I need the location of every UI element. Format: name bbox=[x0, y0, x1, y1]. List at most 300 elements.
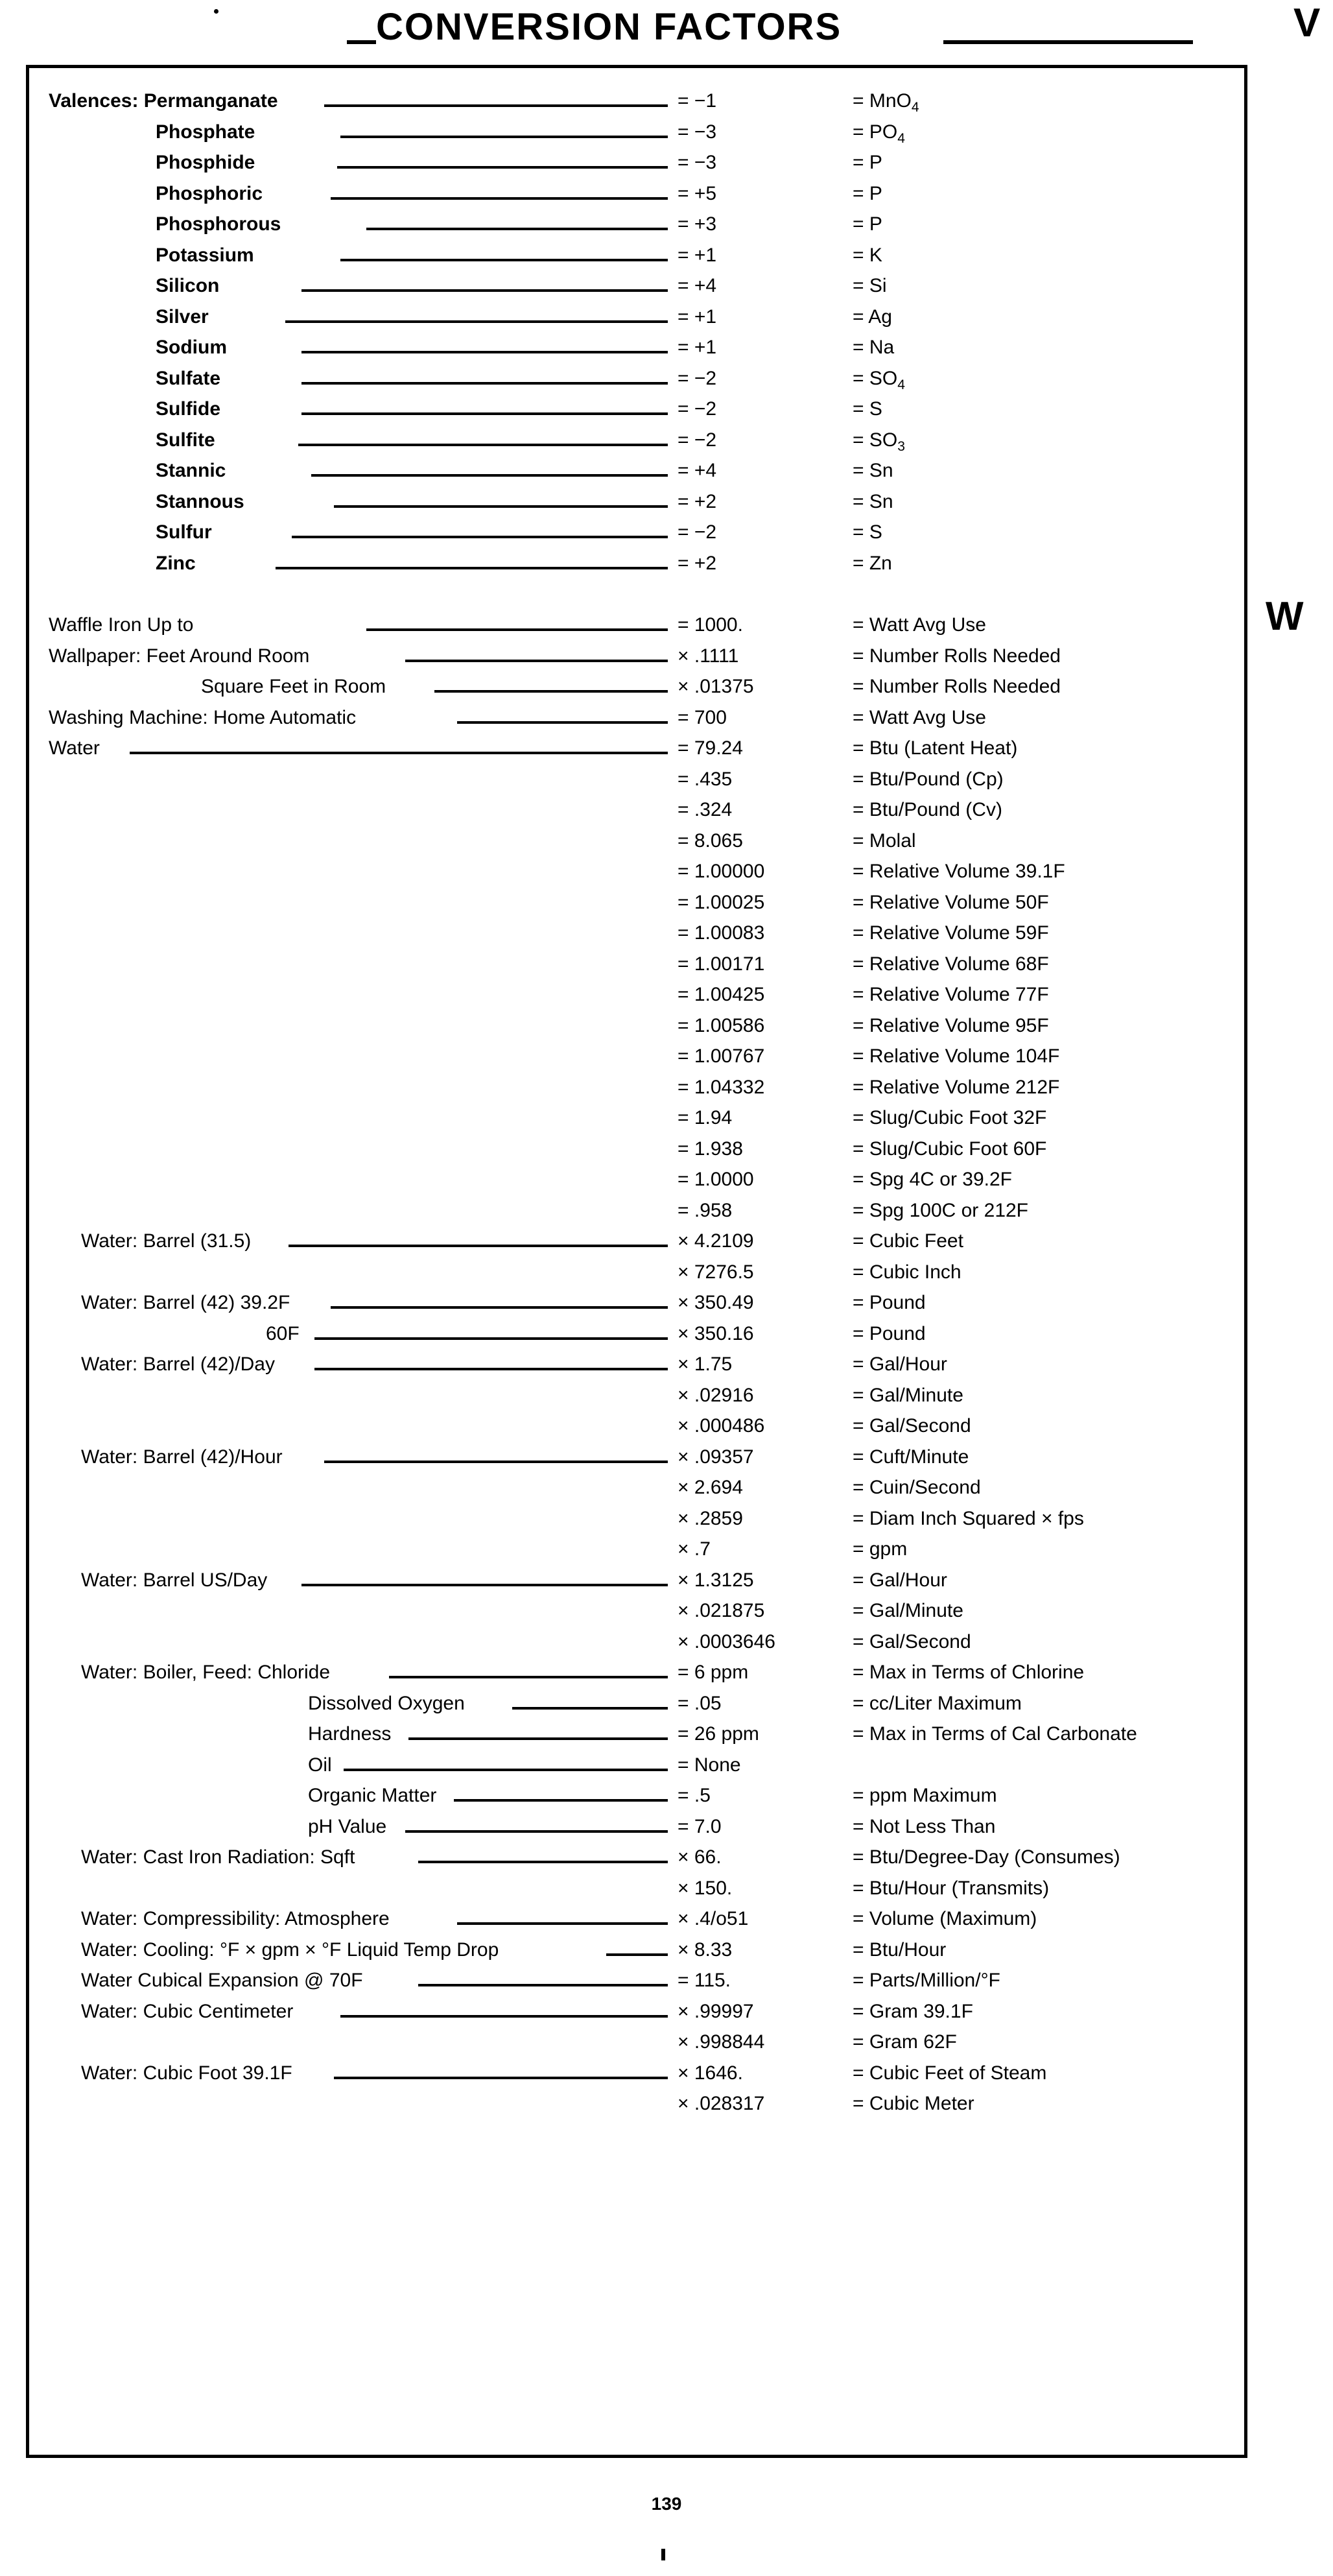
table-row bbox=[29, 981, 1244, 1012]
row-label: Silicon bbox=[156, 275, 220, 296]
row-value: × 7276.5 bbox=[678, 1261, 754, 1283]
table-row bbox=[29, 920, 1244, 951]
table-row bbox=[29, 1998, 1244, 2029]
row-result bbox=[853, 1569, 947, 1592]
row-result bbox=[853, 1939, 946, 1961]
row-result-text: = Relative Volume 68F bbox=[853, 953, 1049, 975]
row-result bbox=[853, 398, 882, 420]
leader-line bbox=[434, 690, 668, 693]
table-row bbox=[29, 1320, 1244, 1352]
row-label: Sulfate bbox=[156, 367, 221, 389]
row-result bbox=[853, 1292, 926, 1314]
row-label: Stannic bbox=[156, 460, 226, 481]
table-row bbox=[29, 1844, 1244, 1875]
table-row bbox=[29, 88, 1244, 119]
row-result bbox=[853, 953, 1049, 975]
row-value: = +1 bbox=[678, 244, 717, 266]
row-result-text: = Cuft/Minute bbox=[853, 1446, 969, 1468]
row-result-text: = SO bbox=[853, 367, 898, 389]
table-row bbox=[29, 1875, 1244, 1906]
table-row bbox=[29, 1289, 1244, 1320]
row-label: Water: Compressibility: Atmosphere bbox=[81, 1908, 390, 1929]
row-result-text: = Max in Terms of Cal Carbonate bbox=[853, 1723, 1137, 1745]
row-value: = None bbox=[678, 1754, 741, 1776]
table-row bbox=[29, 1444, 1244, 1475]
row-value: × 4.2109 bbox=[678, 1230, 754, 1252]
printers-mark-bottom bbox=[661, 2549, 665, 2560]
row-result bbox=[853, 1878, 1049, 1900]
row-result bbox=[853, 892, 1049, 914]
row-result bbox=[853, 1970, 1000, 1992]
row-value: = 1.00083 bbox=[678, 922, 765, 944]
row-value: = +2 bbox=[678, 552, 717, 574]
leader-line bbox=[405, 1830, 668, 1833]
row-result-text: = gpm bbox=[853, 1538, 908, 1560]
row-result bbox=[853, 429, 905, 455]
table-row bbox=[29, 304, 1244, 335]
row-label: Valences: Permanganate bbox=[49, 90, 278, 112]
row-value: = 6 ppm bbox=[678, 1662, 749, 1683]
row-value: = 26 ppm bbox=[678, 1723, 759, 1745]
row-value: = 1.00000 bbox=[678, 861, 765, 882]
title-rule-left bbox=[347, 40, 376, 44]
row-label: Water bbox=[49, 737, 100, 759]
table-row bbox=[29, 2060, 1244, 2091]
table-row bbox=[29, 396, 1244, 427]
table-row bbox=[29, 119, 1244, 150]
row-value: × .021875 bbox=[678, 1600, 765, 1621]
row-value: = .05 bbox=[678, 1692, 722, 1714]
page-number: 139 bbox=[651, 2494, 682, 2514]
row-result bbox=[853, 521, 882, 543]
row-result bbox=[853, 1908, 1037, 1930]
row-value: = 1.94 bbox=[678, 1107, 733, 1128]
table-row bbox=[29, 1351, 1244, 1382]
leader-line bbox=[418, 1861, 668, 1863]
row-result-text: = Btu/Pound (Cv) bbox=[853, 799, 1002, 820]
row-result-text: = Not Less Than bbox=[853, 1815, 996, 1837]
page-title: CONVERSION FACTORS bbox=[376, 6, 842, 48]
leader-line bbox=[301, 382, 668, 385]
row-result bbox=[853, 1816, 995, 1838]
row-value: = .324 bbox=[678, 799, 733, 820]
table-row bbox=[29, 519, 1244, 550]
table-row bbox=[29, 242, 1244, 273]
row-result bbox=[853, 861, 1065, 883]
row-value: = 1.00025 bbox=[678, 891, 765, 913]
row-result bbox=[853, 922, 1049, 944]
row-result-text: = Relative Volume 77F bbox=[853, 984, 1049, 1005]
row-value: = 700 bbox=[678, 706, 727, 728]
row-value: = −3 bbox=[678, 152, 717, 173]
table-row bbox=[29, 1752, 1244, 1783]
row-label: Washing Machine: Home Automatic bbox=[49, 706, 357, 728]
row-label: Water: Cooling: °F × gpm × °F Liquid Temp Drop bbox=[81, 1938, 499, 1961]
row-result-text: = K bbox=[853, 244, 882, 266]
row-label: Water: Barrel (42) 39.2F bbox=[81, 1292, 290, 1313]
leader-line bbox=[331, 1306, 668, 1309]
row-label: Wallpaper: Feet Around Room bbox=[49, 645, 310, 667]
row-result-text: = Number Rolls Needed bbox=[853, 676, 1061, 697]
row-value: = 1.00171 bbox=[678, 953, 765, 975]
row-result-text: = Watt Avg Use bbox=[853, 706, 986, 728]
row-result-text: = Spg 4C or 39.2F bbox=[853, 1169, 1012, 1190]
table-row bbox=[29, 1197, 1244, 1228]
leader-line bbox=[408, 1737, 668, 1740]
row-value: × 1.75 bbox=[678, 1354, 733, 1375]
row-label: Water Cubical Expansion @ 70F bbox=[81, 1970, 363, 1991]
row-result bbox=[853, 984, 1049, 1006]
row-result bbox=[853, 2062, 1046, 2084]
leader-line bbox=[292, 536, 668, 538]
row-result-text: = Sn bbox=[853, 490, 893, 512]
table-row bbox=[29, 1228, 1244, 1259]
row-value: = .5 bbox=[678, 1785, 711, 1806]
leader-line bbox=[337, 166, 668, 169]
leader-line bbox=[324, 104, 668, 107]
row-value: = −2 bbox=[678, 398, 717, 420]
row-value: = 1000. bbox=[678, 614, 743, 636]
row-result bbox=[853, 1015, 1049, 1037]
leader-line bbox=[344, 1769, 668, 1771]
row-value: × .02916 bbox=[678, 1384, 754, 1406]
row-value: = 1.938 bbox=[678, 1138, 743, 1160]
table-row bbox=[29, 1659, 1244, 1690]
row-value: = 8.065 bbox=[678, 829, 743, 852]
row-value: = −1 bbox=[678, 90, 717, 112]
table-row bbox=[29, 211, 1244, 242]
row-result bbox=[853, 799, 1002, 821]
row-result bbox=[853, 553, 892, 575]
row-result bbox=[853, 1662, 1084, 1684]
leader-line bbox=[457, 1922, 668, 1925]
row-value: = .958 bbox=[678, 1199, 733, 1221]
table-row bbox=[29, 673, 1244, 704]
leader-line bbox=[301, 1584, 668, 1586]
row-label: Potassium bbox=[156, 244, 254, 266]
row-result-text: = Number Rolls Needed bbox=[853, 645, 1061, 667]
row-result bbox=[853, 1169, 1012, 1191]
row-value: = −2 bbox=[678, 521, 717, 543]
row-value: = 115. bbox=[678, 1970, 731, 1991]
row-value: × .99997 bbox=[678, 2000, 754, 2022]
row-value: × 350.16 bbox=[678, 1322, 754, 1344]
row-result bbox=[853, 1261, 961, 1283]
row-result-text: = Btu/Degree-Day (Consumes) bbox=[853, 1846, 1120, 1868]
row-result bbox=[853, 1477, 981, 1499]
row-label: Oil bbox=[308, 1754, 332, 1776]
row-result bbox=[853, 275, 887, 297]
row-label: Water: Cubic Centimeter bbox=[81, 2000, 294, 2022]
row-result bbox=[853, 737, 1017, 759]
row-result-text: = P bbox=[853, 182, 882, 204]
row-result bbox=[853, 614, 986, 636]
row-result-text: = Relative Volume 59F bbox=[853, 922, 1049, 944]
leader-line bbox=[276, 567, 668, 569]
table-row bbox=[29, 334, 1244, 365]
row-result-text: = Relative Volume 50F bbox=[853, 891, 1049, 913]
row-result-subscript: 4 bbox=[897, 130, 905, 146]
row-result bbox=[853, 213, 882, 235]
row-result bbox=[853, 1600, 963, 1622]
row-result-text: = Gal/Hour bbox=[853, 1569, 947, 1591]
leader-line bbox=[334, 505, 668, 508]
row-result bbox=[853, 183, 882, 205]
row-result bbox=[853, 769, 1004, 791]
row-result-text: = Relative Volume 95F bbox=[853, 1014, 1049, 1036]
table-row bbox=[29, 828, 1244, 859]
table-row bbox=[29, 796, 1244, 828]
row-result-text: = Watt Avg Use bbox=[853, 614, 986, 636]
row-result-text: = Cubic Meter bbox=[853, 2093, 974, 2114]
row-value: × 1646. bbox=[678, 2062, 743, 2084]
row-result bbox=[853, 676, 1061, 698]
leader-line bbox=[301, 351, 668, 353]
row-value: = 1.00767 bbox=[678, 1045, 765, 1067]
row-result-text: = Relative Volume 39.1F bbox=[853, 861, 1065, 882]
row-result bbox=[853, 1077, 1059, 1099]
row-result bbox=[853, 2001, 973, 2023]
row-result bbox=[853, 1230, 963, 1252]
row-label: 60F bbox=[266, 1322, 300, 1344]
row-value: × .028317 bbox=[678, 2093, 765, 2114]
row-value: × 150. bbox=[678, 1877, 733, 1899]
row-label: Sulfide bbox=[156, 398, 221, 420]
row-value: × .2859 bbox=[678, 1507, 743, 1529]
row-result bbox=[853, 1385, 963, 1407]
table-row bbox=[29, 766, 1244, 797]
leader-line bbox=[454, 1799, 668, 1802]
table-row bbox=[29, 735, 1244, 766]
table-row bbox=[29, 488, 1244, 519]
table-row bbox=[29, 1505, 1244, 1536]
table-row bbox=[29, 1074, 1244, 1105]
row-result bbox=[853, 1045, 1059, 1067]
leader-line bbox=[405, 660, 668, 662]
table-row bbox=[29, 1967, 1244, 1998]
row-result bbox=[853, 1693, 1022, 1715]
page-header bbox=[26, 0, 1321, 71]
row-value: × 66. bbox=[678, 1846, 722, 1868]
row-value: = .435 bbox=[678, 768, 733, 790]
row-label: pH Value bbox=[308, 1815, 387, 1837]
row-label: Sulfur bbox=[156, 521, 212, 543]
row-result-text: = Cubic Feet bbox=[853, 1230, 963, 1252]
row-label: Water: Boiler, Feed: Chloride bbox=[81, 1662, 331, 1683]
row-result-text: = Gal/Second bbox=[853, 1630, 971, 1652]
row-result-text: = Si bbox=[853, 275, 887, 296]
conversion-table bbox=[29, 88, 1244, 2121]
row-result bbox=[853, 2031, 957, 2053]
leader-line bbox=[606, 1953, 668, 1956]
row-value: = +3 bbox=[678, 213, 717, 235]
row-value: = −2 bbox=[678, 367, 717, 389]
row-result bbox=[853, 1200, 1028, 1222]
row-result bbox=[853, 90, 919, 115]
table-row bbox=[29, 550, 1244, 581]
leader-line bbox=[334, 2077, 668, 2079]
row-result-text: = Slug/Cubic Foot 32F bbox=[853, 1107, 1047, 1128]
row-result bbox=[853, 1631, 971, 1653]
table-row bbox=[29, 149, 1244, 180]
row-label: Organic Matter bbox=[308, 1785, 437, 1806]
row-result bbox=[853, 1846, 1120, 1868]
table-row bbox=[29, 1567, 1244, 1598]
table-row bbox=[29, 1628, 1244, 1660]
row-value: × .000486 bbox=[678, 1415, 765, 1437]
row-label: Waffle Iron Up to bbox=[49, 614, 194, 636]
row-value: × .4/o51 bbox=[678, 1908, 749, 1929]
table-row bbox=[29, 704, 1244, 735]
row-result-subscript: 4 bbox=[911, 100, 919, 115]
table-row bbox=[29, 951, 1244, 982]
row-result-text: = Cubic Inch bbox=[853, 1261, 961, 1283]
table-row bbox=[29, 612, 1244, 643]
row-value: = +2 bbox=[678, 490, 717, 512]
row-result-text: = Cubic Feet of Steam bbox=[853, 2062, 1047, 2084]
table-row bbox=[29, 2029, 1244, 2060]
row-result-text: = Ag bbox=[853, 305, 892, 328]
row-result-text: = Gal/Minute bbox=[853, 1384, 963, 1406]
row-result-text: = S bbox=[853, 398, 882, 420]
row-label: Dissolved Oxygen bbox=[308, 1692, 465, 1714]
row-label: Water: Cast Iron Radiation: Sqft bbox=[81, 1846, 355, 1868]
row-value: × 2.694 bbox=[678, 1477, 743, 1498]
row-result bbox=[853, 1446, 969, 1468]
table-row bbox=[29, 1136, 1244, 1167]
table-row bbox=[29, 1782, 1244, 1813]
leader-line bbox=[301, 289, 668, 292]
leader-line bbox=[331, 197, 668, 200]
table-row bbox=[29, 1905, 1244, 1937]
table-row bbox=[29, 1382, 1244, 1413]
row-result-text: = Btu (Latent Heat) bbox=[853, 737, 1018, 759]
table-row bbox=[29, 1012, 1244, 1044]
row-result-text: = Diam Inch Squared × fps bbox=[853, 1507, 1084, 1529]
row-result-text: = P bbox=[853, 152, 882, 173]
row-label: Water: Cubic Foot 39.1F bbox=[81, 2062, 292, 2084]
row-result-text: = Gal/Minute bbox=[853, 1600, 963, 1621]
row-result bbox=[853, 1323, 926, 1345]
leader-line bbox=[457, 721, 668, 724]
table-row bbox=[29, 180, 1244, 211]
row-result-text: = Max in Terms of Chlorine bbox=[853, 1662, 1085, 1683]
row-label: Phosphate bbox=[156, 121, 255, 143]
section-letter-w: W bbox=[1266, 594, 1304, 639]
leader-line bbox=[389, 1676, 668, 1678]
row-result bbox=[853, 121, 905, 147]
leader-line bbox=[418, 1984, 668, 1986]
row-label: Zinc bbox=[156, 552, 196, 574]
table-row bbox=[29, 1937, 1244, 1968]
row-result-text: = PO bbox=[853, 121, 898, 143]
row-label: Sulfite bbox=[156, 429, 215, 451]
row-value: × .09357 bbox=[678, 1446, 754, 1468]
row-result-text: = Relative Volume 212F bbox=[853, 1076, 1060, 1098]
row-result bbox=[853, 1415, 971, 1437]
row-label: Phosphorous bbox=[156, 213, 281, 235]
row-value: × .01375 bbox=[678, 676, 754, 697]
row-result bbox=[853, 1723, 1137, 1745]
leader-line bbox=[298, 444, 668, 446]
row-result-text: = Molal bbox=[853, 829, 916, 852]
row-result-text: = MnO bbox=[853, 90, 912, 112]
leader-line bbox=[314, 1337, 668, 1340]
table-row bbox=[29, 889, 1244, 920]
row-result-text: = Relative Volume 104F bbox=[853, 1045, 1060, 1067]
row-result-text: = S bbox=[853, 521, 882, 543]
row-label: Water: Barrel (42)/Day bbox=[81, 1354, 275, 1375]
row-result bbox=[853, 491, 893, 513]
row-label: Square Feet in Room bbox=[201, 676, 386, 697]
leader-line bbox=[340, 2015, 668, 2018]
row-result bbox=[853, 830, 916, 852]
table-row bbox=[29, 1166, 1244, 1197]
row-result bbox=[853, 1785, 997, 1807]
row-label: Water: Barrel (31.5) bbox=[81, 1230, 252, 1252]
row-value: = 1.04332 bbox=[678, 1076, 765, 1098]
leader-line bbox=[340, 136, 668, 138]
row-value: × .998844 bbox=[678, 2031, 765, 2053]
row-result bbox=[853, 244, 882, 267]
row-result-text: = Parts/Million/°F bbox=[853, 1970, 1000, 1991]
row-label: Stannous bbox=[156, 490, 244, 512]
row-result-text: = Pound bbox=[853, 1322, 926, 1344]
row-result-text: = Gram 39.1F bbox=[853, 2000, 973, 2022]
row-value: = +4 bbox=[678, 460, 717, 481]
row-result bbox=[853, 1508, 1084, 1530]
leader-line bbox=[314, 1368, 668, 1370]
row-result-subscript: 4 bbox=[897, 377, 905, 392]
row-result bbox=[853, 707, 986, 729]
row-result-text: = Sn bbox=[853, 460, 893, 481]
table-row bbox=[29, 427, 1244, 458]
row-result-text: = ppm Maximum bbox=[853, 1785, 997, 1806]
row-value: × .1111 bbox=[678, 645, 739, 667]
row-value: = +1 bbox=[678, 305, 717, 328]
row-result-text: = Gal/Second bbox=[853, 1415, 971, 1437]
row-value: = −2 bbox=[678, 429, 717, 451]
table-row bbox=[29, 643, 1244, 674]
table-row bbox=[29, 1259, 1244, 1290]
row-result bbox=[853, 2093, 974, 2115]
table-row bbox=[29, 457, 1244, 488]
row-result bbox=[853, 1538, 907, 1560]
row-result-text: = Btu/Pound (Cp) bbox=[853, 768, 1004, 790]
row-result-subscript: 3 bbox=[897, 438, 905, 454]
row-result-text: = Cuin/Second bbox=[853, 1477, 981, 1498]
leader-line bbox=[301, 412, 668, 415]
row-value: = +5 bbox=[678, 182, 717, 204]
row-value: × 350.49 bbox=[678, 1292, 754, 1313]
row-label: Hardness bbox=[308, 1723, 392, 1745]
leader-line bbox=[130, 752, 668, 754]
table-row bbox=[29, 2090, 1244, 2121]
row-value: = 1.00586 bbox=[678, 1014, 765, 1036]
row-result bbox=[853, 368, 905, 393]
row-result-text: = SO bbox=[853, 429, 898, 451]
row-value: = 1.0000 bbox=[678, 1169, 754, 1190]
leader-line bbox=[311, 474, 668, 477]
table-row bbox=[29, 1413, 1244, 1444]
table-row bbox=[29, 1721, 1244, 1752]
row-value: × 8.33 bbox=[678, 1938, 733, 1961]
row-result bbox=[853, 1138, 1046, 1160]
leader-line bbox=[512, 1707, 668, 1710]
row-result-text: = P bbox=[853, 213, 882, 235]
row-result bbox=[853, 1107, 1046, 1129]
row-spacer bbox=[29, 580, 1244, 612]
